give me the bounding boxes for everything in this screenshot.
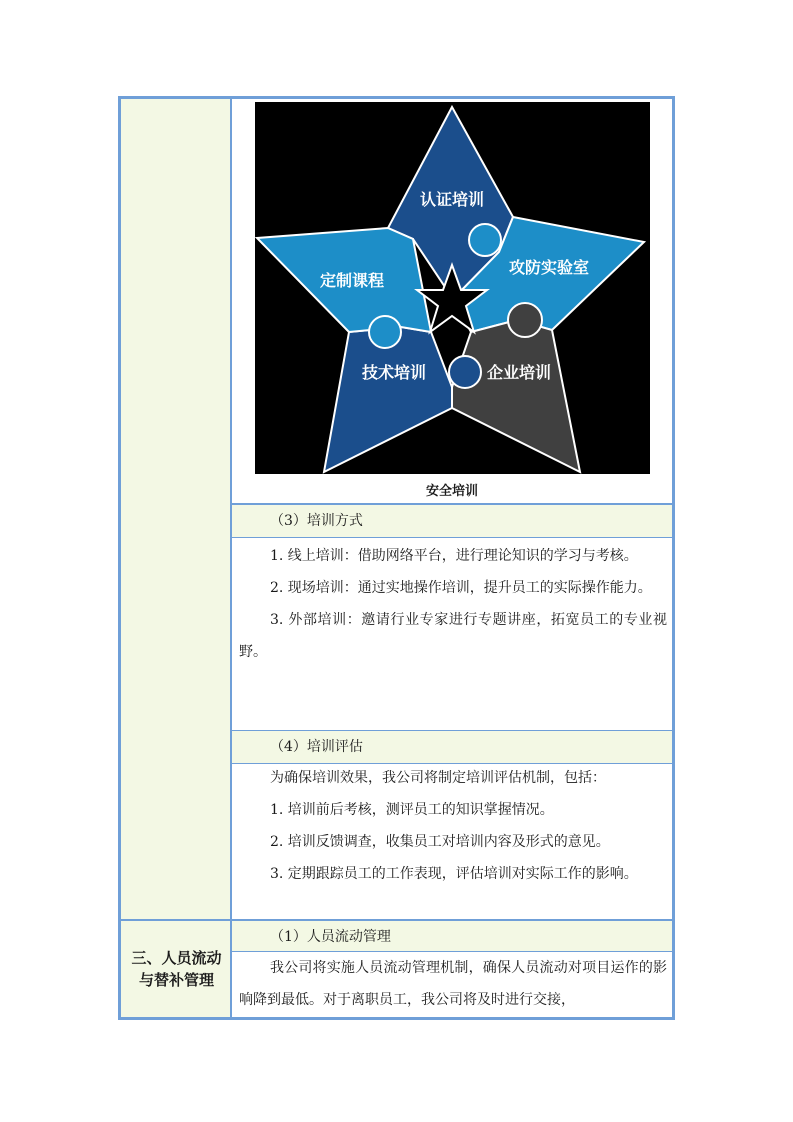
methods-content-cell — [232, 538, 672, 731]
flow-heading: （1）人员流动管理 — [270, 929, 391, 945]
evaluation-item: 2. 培训反馈调查，收集员工对培训内容及形式的意见。 — [270, 834, 610, 850]
segment-label: 认证培训 — [419, 190, 485, 209]
method-item: 3. 外部培训：邀请行业专家进行专题讲座，拓宽员工的专业视野。 — [239, 612, 667, 660]
segment-label: 技术培训 — [361, 363, 427, 382]
evaluation-heading: （4）培训评估 — [270, 739, 363, 755]
segment-technical-knob — [449, 356, 481, 388]
flow-content-cell — [232, 952, 672, 1017]
segment-enterprise — [452, 320, 580, 472]
segment-lab-knob — [469, 224, 501, 256]
evaluation-content-cell — [232, 764, 672, 919]
method-item: 2. 现场培训：通过实地操作培训，提升员工的实际操作能力。 — [270, 580, 652, 596]
section3-title: 三、人员流动与替补管理 — [131, 949, 222, 989]
security-training-star-diagram — [255, 102, 650, 474]
left-cell-section3 — [121, 919, 230, 1017]
evaluation-intro: 为确保培训效果，我公司将制定培训评估机制，包括： — [270, 770, 606, 786]
diagram-caption: 安全培训 — [425, 484, 478, 499]
diagram-cell — [232, 99, 672, 505]
segment-technical — [324, 327, 452, 472]
segment-label: 攻防实验室 — [508, 258, 590, 277]
flow-heading-cell — [232, 919, 672, 952]
methods-heading-cell — [232, 505, 672, 538]
segment-label: 企业培训 — [486, 363, 552, 382]
left-cell-blank — [121, 99, 230, 919]
methods-heading: （3）培训方式 — [270, 513, 363, 529]
method-item: 1. 线上培训：借助网络平台，进行理论知识的学习与考核。 — [270, 548, 638, 564]
segment-custom-knob — [369, 316, 401, 348]
evaluation-item: 1. 培训前后考核，测评员工的知识掌握情况。 — [270, 802, 554, 818]
content-table — [118, 96, 675, 1020]
left-column — [121, 99, 232, 1017]
segment-label: 定制课程 — [319, 271, 385, 290]
flow-paragraph: 我公司将实施人员流动管理机制，确保人员流动对项目运作的影响降到最低。对于离职员工，我公司将及时进行交接， — [239, 960, 667, 1008]
segment-enterprise-knob — [508, 303, 542, 337]
evaluation-item: 3. 定期跟踪员工的工作表现，评估培训对实际工作的影响。 — [270, 866, 638, 882]
evaluation-heading-cell — [232, 731, 672, 764]
